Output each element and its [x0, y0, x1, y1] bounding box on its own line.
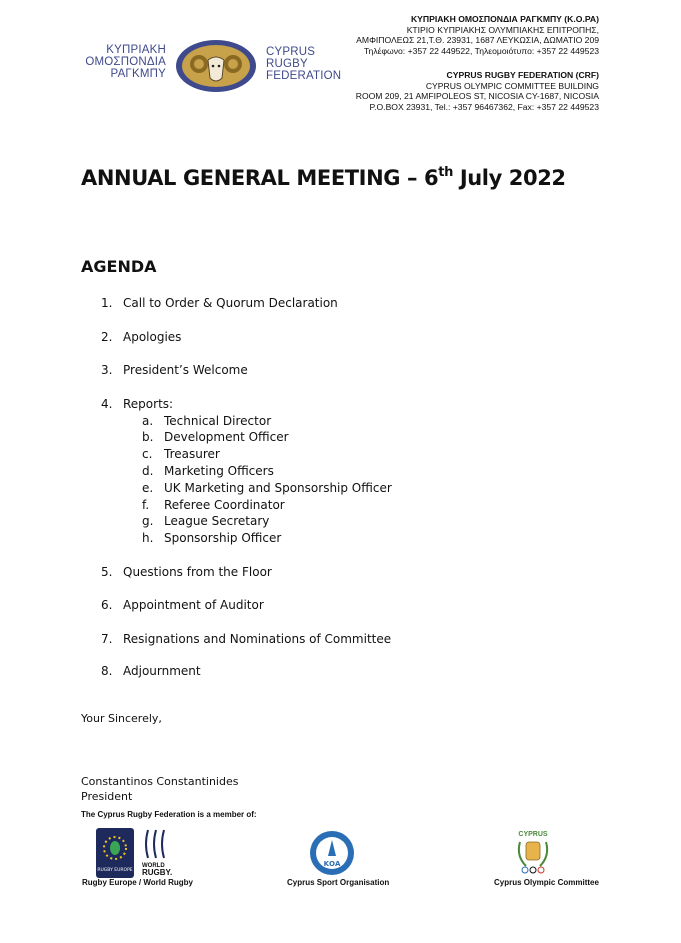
logo-caption: Rugby Europe / World Rugby — [82, 878, 193, 887]
report-item-letter: a. — [142, 414, 154, 428]
greek-address-block — [356, 14, 599, 56]
report-item-label: Technical Director — [164, 414, 272, 428]
english-address-title: CYPRUS RUGBY FEDERATION (CRF) — [446, 70, 599, 80]
greek-address-line: ΑΜΦΙΠΟΛΕΩΣ 21,Τ.Θ. 23931, 1687 ΛΕΥΚΩΣΙΑ, ΔΩΜΑΤΙΟ 209 — [356, 35, 599, 45]
agenda-item — [101, 296, 338, 310]
logo-text-greek — [70, 44, 166, 80]
cyprus-logo-text: CYPRUS — [518, 831, 548, 838]
cyprus-olympic-committee-logo — [512, 828, 554, 876]
signatory-name: Constantinos Constantinides — [81, 775, 239, 788]
agenda-item-label: Reports: — [123, 397, 174, 411]
agenda-item-number: 5. — [101, 565, 113, 579]
kop-logo-text: ΚΟΑ — [323, 860, 341, 868]
ram-crest-logo — [175, 38, 257, 94]
report-item-label: Referee Coordinator — [164, 498, 285, 512]
logo-english-line: CYPRUS — [266, 46, 316, 58]
agenda-item-label: Questions from the Floor — [123, 565, 272, 579]
agenda-item — [101, 330, 181, 344]
agenda-item — [101, 363, 248, 377]
agenda-item-number: 4. — [101, 397, 113, 411]
english-address-line: CYPRUS OLYMPIC COMMITTEE BUILDING — [425, 80, 599, 91]
signatory-title: President — [81, 790, 133, 803]
logo-english-line: RUGBY — [266, 58, 308, 70]
rugby-europe-logo — [96, 828, 134, 878]
logo-greek-line: ΟΜΟΣΠΟΝΔΙΑ — [85, 56, 166, 68]
report-item — [142, 531, 281, 545]
agenda-item-label: Call to Order & Quorum Declaration — [123, 296, 338, 310]
agenda-item-number: 3. — [101, 363, 113, 377]
report-item-letter: d. — [142, 464, 154, 478]
world-rugby-logo-text-1: WORLD — [142, 863, 165, 869]
report-item — [142, 430, 289, 444]
report-item — [142, 414, 271, 428]
report-item-letter: e. — [142, 481, 154, 495]
agenda-item-number: 2. — [101, 330, 113, 344]
title-superscript: th — [438, 165, 453, 180]
report-item-letter: h. — [142, 531, 154, 545]
agenda-item — [101, 397, 173, 411]
greek-address-line: ΚΤΙΡΙΟ ΚΥΠΡΙΑΚΗΣ ΟΛΥΜΠΙΑΚΗΣ ΕΠΙΤΡΟΠΗΣ, — [406, 24, 599, 35]
document-title — [81, 166, 566, 190]
report-item-letter: f. — [142, 498, 150, 512]
report-item-label: League Secretary — [164, 514, 270, 528]
cyprus-sport-organisation-logo — [309, 830, 355, 876]
report-item-letter: g. — [142, 514, 154, 528]
agenda-item-label: President’s Welcome — [123, 363, 248, 377]
world-rugby-logo — [138, 828, 178, 878]
title-main: ANNUAL GENERAL MEETING – 6 — [81, 166, 439, 190]
report-item-letter: b. — [142, 430, 154, 444]
english-address-block — [356, 70, 599, 112]
report-item — [142, 514, 269, 528]
report-item-label: Sponsorship Officer — [164, 531, 282, 545]
agenda-item — [101, 565, 272, 579]
agenda-item — [101, 632, 391, 646]
greek-address-line: Τηλέφωνο: +357 22 449522, Τηλεομοιότυπο: +357 22 449523 — [363, 45, 599, 56]
report-item — [142, 481, 392, 495]
report-item-label: Treasurer — [164, 447, 220, 461]
logo-greek-line: ΚΥΠΡΙΑΚΗ — [106, 44, 166, 56]
rugby-europe-logo-text: RUGBY EUROPE — [97, 868, 133, 873]
report-item-label: Development Officer — [164, 430, 289, 444]
agenda-item-number: 6. — [101, 598, 113, 612]
agenda-item-label: Resignations and Nominations of Committee — [123, 632, 392, 646]
logo-greek-line: ΡΑΓΚΜΠΥ — [110, 68, 166, 80]
report-item-letter: c. — [142, 447, 153, 461]
report-item — [142, 464, 274, 478]
english-address-line: P.O.BOX 23931, Tel.: +357 96467362, Fax: +357 22 449523 — [369, 101, 599, 112]
agenda-item-number: 1. — [101, 296, 113, 310]
report-item — [142, 498, 285, 512]
logo-text-english — [266, 46, 356, 82]
logo-english-line: FEDERATION — [266, 70, 342, 82]
report-item-label: UK Marketing and Sponsorship Officer — [164, 481, 392, 495]
logo-caption: Cyprus Sport Organisation — [287, 878, 390, 887]
title-end: July 2022 — [452, 166, 566, 190]
agenda-item-number: 7. — [101, 632, 113, 646]
greek-address-title: ΚΥΠΡΙΑΚΗ ΟΜΟΣΠΟΝΔΙΑ ΡΑΓΚΜΠΥ (Κ.Ο.ΡΑ) — [410, 14, 599, 24]
agenda-item-label: Adjournment — [123, 664, 201, 678]
report-item — [142, 447, 220, 461]
agenda-item-label: Appointment of Auditor — [123, 598, 264, 612]
agenda-item-label: Apologies — [123, 330, 182, 344]
english-address-line: ROOM 209, 21 AMFIPOLEOS ST, NICOSIA CY-1687, NICOSIA — [355, 91, 599, 101]
closing-line: Your Sincerely, — [81, 712, 162, 725]
report-item-label: Marketing Officers — [164, 464, 274, 478]
world-rugby-logo-text-2: RUGBY. — [142, 868, 173, 877]
agenda-item-number: 8. — [101, 664, 113, 678]
membership-statement: The Cyprus Rugby Federation is a member of: — [81, 810, 257, 819]
agenda-item — [101, 664, 201, 678]
logo-caption: Cyprus Olympic Committee — [494, 878, 599, 887]
agenda-item — [101, 598, 264, 612]
agenda-heading: AGENDA — [81, 257, 157, 276]
